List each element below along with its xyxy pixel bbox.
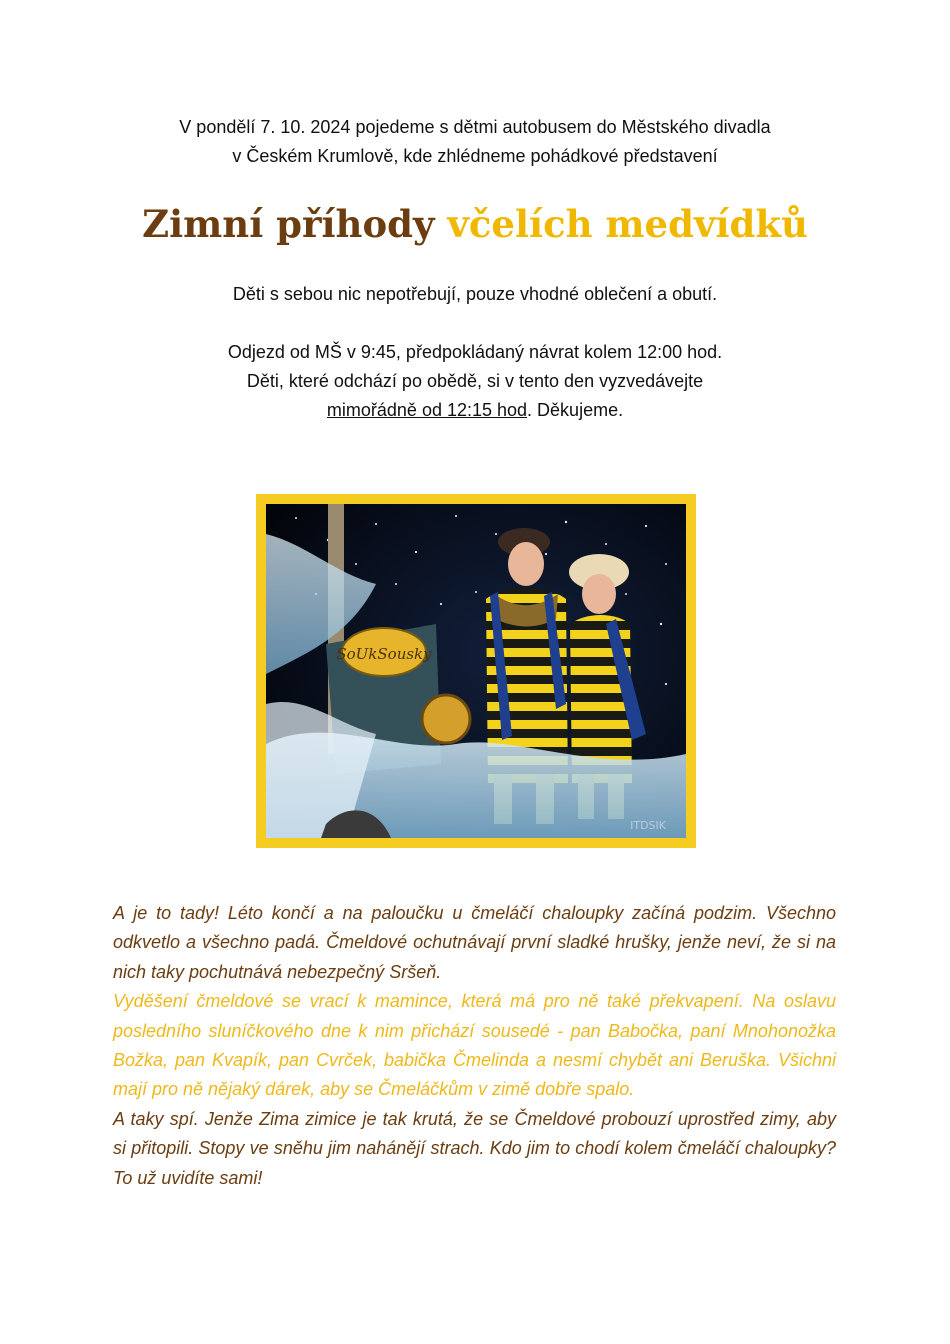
wheel [422,695,470,743]
clothing-info: Děti s sebou nic nepotřebují, pouze vhodné oblečení a obutí. [232,284,718,304]
intro-text [0,113,950,171]
photo-watermark: ITDSIK [630,819,666,832]
story-paragraph-1: A je to tady! Léto končí a na paloučku u čmeláčí chaloupky začíná podzim. Všechno odkvetlo a všechno padá. Čmeldové ochutnávají první sladké hrušky, jenže neví, že si na nich taky pochutnává nebezpečný Sršeň. [113,903,836,982]
show-title [0,196,950,252]
thanks-text: . Děkujeme. [527,400,624,420]
intro-line-2: v Českém Krumlově, kde zhlédneme pohádkové představení [232,146,718,166]
story-text [113,899,836,1193]
story-paragraph-2: Vyděšení čmeldové se vrací k mamince, která má pro ně také překvapení. Na oslavu posledního sluníčkového dne k nim přichází sousedé - pan Babočka, paní Mnohonožka Božka, pan Kvapík, pan Cvrček, babička Čmelinda a nesmí chybět ani Beruška. Všichni mají pro ně nějaký dárek, aby se Čmeláčkům v zimě dobře spalo. [113,991,836,1100]
departure-line: Odjezd od MŠ v 9:45, předpokládaný návrat kolem 12:00 hod. [227,342,723,362]
title-part-1: Zimní příhody [142,202,435,246]
theatre-photo [266,504,686,838]
pickup-line: Děti, které odchází po obědě, si v tento den vyzvedávejte [246,371,704,391]
pickup-time-line [0,396,950,425]
story-paragraph-3: A taky spí. Jenže Zima zimice je tak krutá, že se Čmeldové probouzí uprostřed zimy, aby si přitopili. Stopy ve sněhu jim nahánějí strach. Kdo jim to chodí kolem čmeláčí chaloupky? To už uvidíte sami! [113,1108,836,1188]
schedule-info [0,338,950,425]
sign-text: SoUkSousky [336,645,432,663]
pickup-time: mimořádně od 12:15 hod [326,400,528,420]
title-part-2: včelích medvídků [447,202,808,246]
theatre-photo-frame [256,494,696,848]
intro-line-1: V pondělí 7. 10. 2024 pojedeme s dětmi autobusem do Městského divadla [179,117,771,137]
